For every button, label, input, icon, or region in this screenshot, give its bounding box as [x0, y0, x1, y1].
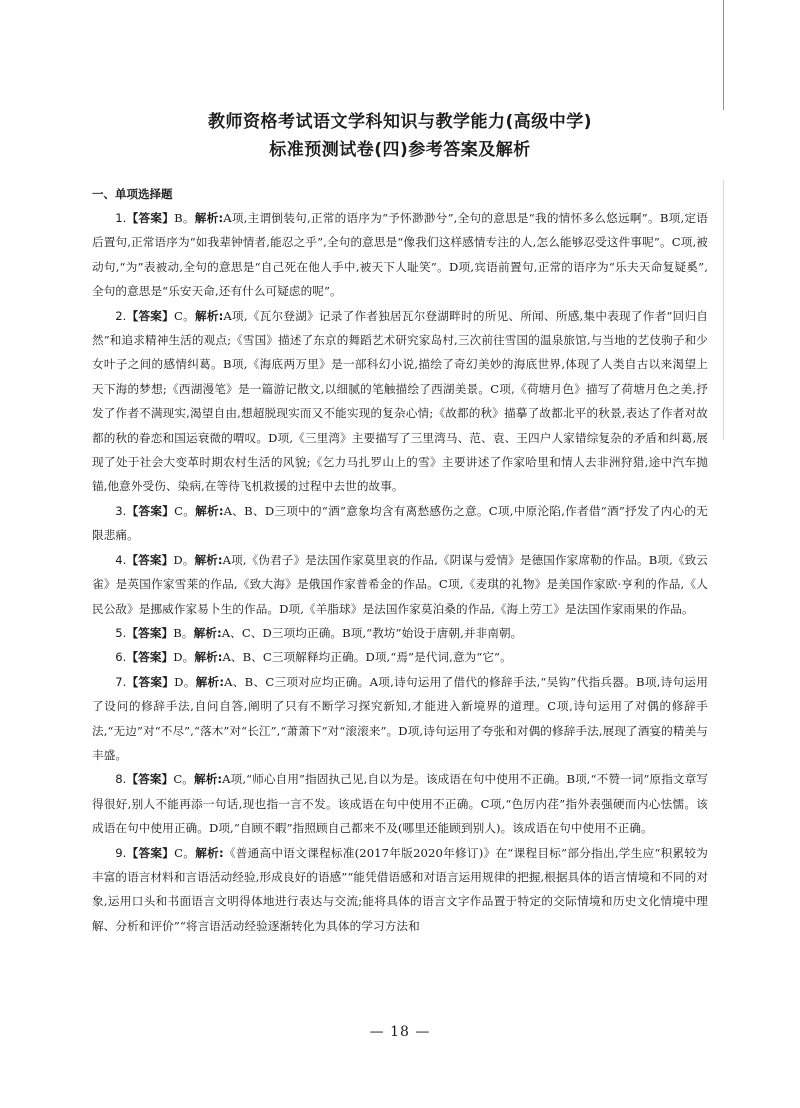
answer-item — [92, 499, 708, 548]
answer-item — [92, 548, 708, 621]
document-title-line2: 标准预测试卷(四)参考答案及解析 — [269, 140, 531, 160]
answer-tag: 【答案】 — [126, 650, 174, 665]
answer-item — [92, 841, 708, 939]
explanation-text: A、B、C三项解释均正确。D项,“焉”是代词,意为“它”。 — [222, 650, 512, 665]
answer-item — [92, 621, 708, 645]
explanation-tag: 解析: — [194, 650, 223, 665]
answer-tag: 【答案】 — [126, 674, 175, 689]
scan-edge-line — [723, 0, 724, 110]
explanation-text: A、B、D三项中的“酒”意象均含有离愁感伤之意。C项,中原沦陷,作者借“酒”抒发了内心的无限悲痛。 — [92, 503, 709, 543]
explanation-tag: 解析: — [193, 625, 222, 640]
item-number: 5. — [115, 625, 127, 640]
explanation-text: A项,《瓦尔登湖》记录了作者独居瓦尔登湖畔时的所见、所闻、所感,集中表现了作者“回归自然”和追求精神生活的观点;《雪国》描述了东京的舞蹈艺术研究家岛村,三次前往雪国的温泉旅馆,与当地的艺伎驹子和少女叶子之间的感情纠葛。B项,《海底两万里》是一部科幻小说,描绘了奇幻美妙的海底世界,体现了人类自古以来渴望上天下海的梦想;《西湖漫笔》是一篇游记散文,以细腻的笔触描绘了西湖美景。C项,《荷塘月色》描写了荷塘月色之美,抒发了作者不满现实,渴望自由,想超脱现实而又不能实现的复杂心情;《故都的秋》描摹了故都北平的秋景,表达了作者对故都的秋的眷恋和国运衰微的喟叹。D项,《三里湾》主要描写了三里湾马、范、袁、王四户人家错综复杂的矛盾和纠葛,展现了处于社会大变革时期农村生活的风貌;《乞力马扎罗山上的雪》主要讲述了作家哈里和情人去非洲狩猎,途中汽车抛锚,他意外受伤、染病,在等待飞机救援的过程中去世的故事。 — [92, 308, 708, 494]
answer-tag: 【答案】 — [126, 308, 174, 323]
answer-item — [92, 645, 708, 669]
answer-tag: 【答案】 — [126, 552, 174, 567]
answer-tag: 【答案】 — [126, 211, 175, 225]
explanation-text: A、C、D三项均正确。B项,“教坊”始设于唐朝,并非南朝。 — [221, 625, 523, 640]
explanation-text: A、B、C三项对应均正确。A项,诗句运用了借代的修辞手法,“吴钩”代指兵器。B项,诗句运用了设问的修辞手法,自问自答,阐明了只有不断学习探究新知,才能进入新境界的道理。C项,诗句运用了对偶的修辞手法,“无边”对“不尽”,“落木”对“长江”,“萧萧下”对“滚滚来”。D项,诗句运用了夸张和对偶的修辞手法,展现了酒宴的精美与丰盛。 — [92, 674, 709, 762]
item-number: 4. — [115, 552, 127, 567]
explanation-tag: 解析: — [195, 845, 224, 860]
answer-choice: C。 — [174, 845, 196, 860]
explanation-tag: 解析: — [194, 772, 223, 787]
item-number: 3. — [115, 503, 127, 518]
explanation-text: A项,主谓倒装句,正常的语序为“予怀渺渺兮”,全句的意思是“我的情怀多么悠远啊”。B项,定语后置句,正常语序为“如我辈钟情者,能忍之乎”,全句的意思是“像我们这样感情专注的人,怎么能够忍受这件事呢”。C项,被动句,“为”表被动,全句的意思是“自己死在他人手中,被天下人耻笑”。D项,宾语前置句,正常的语序为“乐夫天命复疑奚”,全句的意思是“乐安天命,还有什么可疑虑的呢”。 — [92, 211, 708, 299]
answer-choice: C。 — [174, 503, 196, 518]
answer-choice: C。 — [174, 308, 195, 323]
answer-tag: 【答案】 — [126, 772, 174, 787]
explanation-text: A项,“师心自用”指固执己见,自以为是。该成语在句中使用不正确。B项,“不赞一词”原指文章写得很好,别人不能再添一句话,现也指一言不发。该成语在句中使用不正确。C项,“色厉内荏”指外表强硬而内心怯懦。该成语在句中使用正确。D项,“自顾不暇”指照顾自己都来不及(哪里还能顾到别人)。该成语在句中使用不正确。 — [92, 772, 709, 836]
item-number: 2. — [115, 308, 127, 323]
item-number: 8. — [115, 772, 127, 787]
explanation-tag: 解析: — [194, 552, 223, 567]
answer-tag: 【答案】 — [126, 503, 175, 518]
item-number: 1. — [115, 211, 127, 225]
explanation-tag: 解析: — [195, 503, 224, 518]
answer-choice: C。 — [173, 772, 195, 787]
page-number: — 18 — — [369, 1024, 431, 1040]
item-number: 7. — [115, 674, 127, 689]
answer-item — [92, 670, 708, 768]
item-number: 6. — [115, 650, 127, 665]
explanation-tag: 解析: — [195, 674, 225, 689]
item-number: 9. — [115, 845, 127, 860]
answer-item — [92, 206, 708, 304]
answer-choice: B。 — [174, 211, 195, 225]
answer-choice: D。 — [173, 650, 195, 665]
answer-item — [92, 304, 708, 499]
explanation-tag: 解析: — [194, 211, 224, 225]
answer-list — [92, 206, 708, 938]
answer-tag: 【答案】 — [126, 625, 174, 640]
answer-choice: B。 — [173, 625, 194, 640]
explanation-text: A项,《伪君子》是法国作家莫里哀的作品,《阴谋与爱情》是德国作家席勒的作品。B项,《致云雀》是英国作家雪莱的作品,《致大海》是俄国作家普希金的作品。C项,《麦琪的礼物》是美国作家欧·亨利的作品,《人民公敌》是挪威作家易卜生的作品。D项,《羊脂球》是法国作家莫泊桑的作品,《海上劳工》是法国作家雨果的作品。 — [92, 552, 709, 616]
answer-item — [92, 767, 708, 840]
explanation-tag: 解析: — [194, 308, 224, 323]
scan-edge-line-lower — [723, 180, 724, 440]
explanation-text: 《普通高中语文课程标准(2017年版2020年修订)》在“课程目标”部分指出,学生应“积累较为丰富的语言材料和言语活动经验,形成良好的语感”“能凭借语感和对语言运用规律的把握,根据具体的语言情境和不同的对象,运用口头和书面语言文明得体地进行表达与交流;能将具体的语言文字作品置于特定的交际情境和历史文化情境中理解、分析和评价”“将言语活动经验逐渐转化为具体的学习方法和 — [92, 845, 709, 933]
answer-choice: D。 — [174, 674, 196, 689]
section-heading: 一、单项选择题 — [92, 187, 173, 201]
document-page — [92, 108, 708, 938]
document-title-line1: 教师资格考试语文学科知识与教学能力(高级中学) — [207, 112, 593, 132]
answer-choice: D。 — [173, 552, 195, 567]
answer-tag: 【答案】 — [126, 845, 175, 860]
